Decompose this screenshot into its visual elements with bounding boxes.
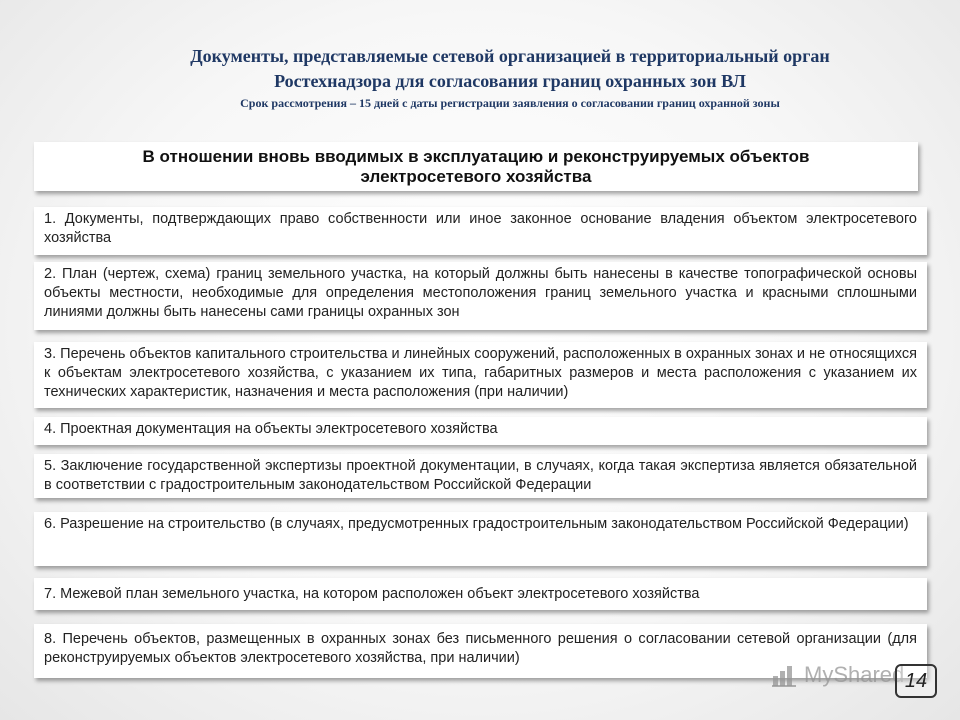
list-item [34, 207, 927, 255]
list-item-text: 8. Перечень объектов, размещенных в охранных зонах без письменного решения о согласовании сетевой организации (для реконструируемых объектов электросетевого хозяйства, при наличии) [44, 631, 917, 666]
page-number: 14 [895, 664, 937, 698]
page-title-line-2: Ростехнадзора для согласования границ охранных зон ВЛ [274, 71, 746, 91]
list-item-text: 6. Разрешение на строительство (в случаях, предусмотренных градостроительным законодательством Российской Федерации) [44, 516, 909, 532]
bar-chart-icon [772, 663, 798, 687]
list-item-text: 3. Перечень объектов капитального строительства и линейных сооружений, расположенных в охранных зонах и не относящихся к объектам электросетевого хозяйства, с указанием их типа, габаритных размеров и места расположения с указанием их технических характеристик, назначения и места расположения (при наличии) [44, 346, 917, 400]
list-item-text: 7. Межевой план земельного участка, на котором расположен объект электросетевого хозяйства [44, 586, 700, 602]
list-item [34, 454, 927, 498]
list-item-text: 2. План (чертеж, схема) границ земельного участка, на который должны быть нанесены в качестве топографической основы объекты местности, необходимые для определения местоположения границ земельного участка и красными сплошными линиями должны быть нанесены сами границы охранных зон [44, 266, 917, 320]
watermark-text: MyShared [804, 662, 905, 687]
list-item-text: 1. Документы, подтверждающих право собственности или иное законное основание владения объектом электросетевого хозяйства [44, 211, 917, 246]
list-item-text: 5. Заключение государственной экспертизы проектной документации, в случаях, когда такая экспертиза является обязательной в соответствии с градостроительным законодательством Российской Федерации [44, 458, 917, 493]
list-item [34, 512, 927, 566]
list-item [34, 578, 927, 610]
section-header-box [34, 142, 918, 191]
list-item-text: 4. Проектная документация на объекты электросетевого хозяйства [44, 421, 498, 437]
section-header-text: В отношении вновь вводимых в эксплуатацию и реконструируемых объектов электросетевого хозяйства [142, 146, 810, 186]
watermark [772, 662, 904, 688]
list-item [34, 342, 927, 408]
list-item [34, 262, 927, 330]
page-title-line-1: Документы, представляемые сетевой организацией в территориальный орган [190, 46, 830, 66]
page-subtitle: Срок рассмотрения – 15 дней с даты регистрации заявления о согласовании границ охранной зоны [240, 96, 780, 110]
list-item [34, 417, 927, 445]
